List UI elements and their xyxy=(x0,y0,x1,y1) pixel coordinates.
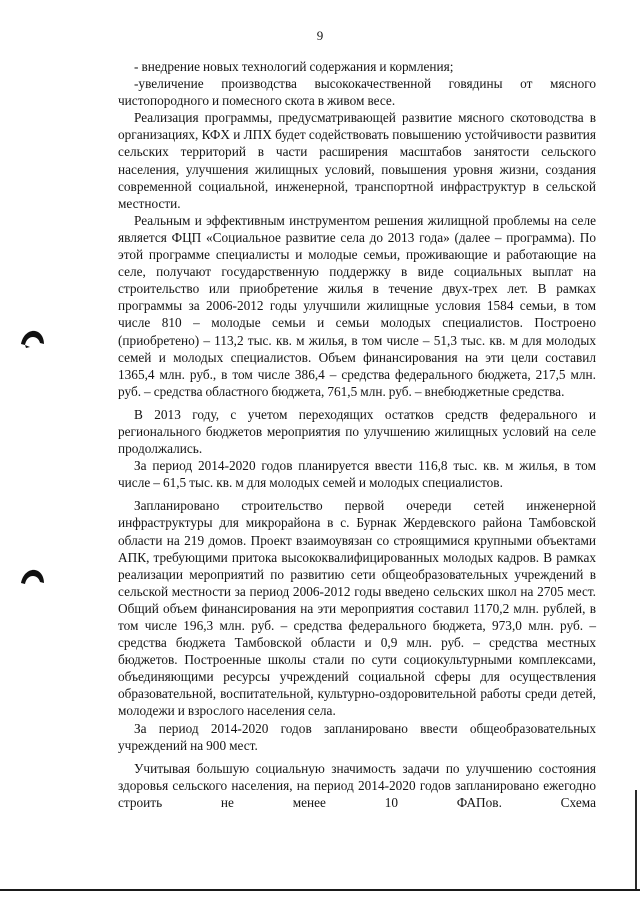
binder-hole-mark xyxy=(20,567,46,589)
paragraph-technologies: - внедрение новых технологий содержания и кормления; xyxy=(134,59,454,74)
binder-hole-mark xyxy=(20,328,46,350)
page-number: 9 xyxy=(316,28,324,43)
paragraph-beef-production: -увеличение производства высококачественной говядины от мясного чистопородного и помесного скота в живом весе. xyxy=(118,76,596,109)
paragraph-schools-plan: За период 2014-2020 годов запланировано ввести общеобразовательных учреждений на 900 мест. xyxy=(118,720,596,753)
paragraph-2013-housing: В 2013 году, с учетом переходящих остатков средств федерального и регионального бюджетов мероприятия по улучшению жилищных условий на селе продолжались. xyxy=(118,406,596,457)
paragraph-health-fap: Учитывая большую социальную значимость задачи по улучшению состояния здоровья сельского населения, на период 2014-2020 годов запланировано ежегодно строить не менее 10 ФАПов. Схема xyxy=(118,760,596,810)
scan-bottom-edge xyxy=(0,889,640,891)
scan-edge-shadow xyxy=(635,790,637,889)
paragraph-housing-plan: За период 2014-2020 годов планируется ввести 116,8 тыс. кв. м жилья, в том числе – 61,5 тыс. кв. м для молодых семей и молодых специалистов. xyxy=(118,458,596,491)
paragraph-infrastructure-schools: Запланировано строительство первой очереди сетей инженерной инфраструктуры для микрорайона в с. Бурнак Жердевского района Тамбовской области на 219 домов. Проект взаимоувязан со строящимися крупными объектами АПК, требующими притока высококвалифицированных молодых кадров. В рамках реализации мероприятий по развитию сети общеобразовательных учреждений в сельской местности за период 2006-2012 годы введено сельских школ на 2705 мест. Общий объем финансирования на эти мероприятия составил 1170,2 млн. рублей, в том числе 196,3 млн. руб. – средства федерального бюджета, 973,0 млн. руб. – средства бюджета Тамбовской области и 0,9 млн. руб. – средства местных бюджетов. Построенные школы стали по сути социокультурными комплексами, объединяющими ресурсы учреждений социальной сферы для осуществления образовательной, воспитательной, культурно-оздоровительной работы среди детей, молодежи и взрослого населения села. xyxy=(118,498,596,719)
paragraph-housing-program: Реальным и эффективным инструментом решения жилищной проблемы на селе является ФЦП «Социальное развитие села до 2013 года» (далее – программа). По этой программе специалисты и молодые семьи, проживающие и работающие на селе, получают государственную поддержку в виде социальных выплат на строительство или приобретение жилья в течение двух-трех лет. В рамках программы за 2006-2012 годы улучшили жилищные условия 1584 семьи, в том числе 810 – молодые семьи и семьи молодых специалистов. Построено (приобретено) – 113,2 тыс. кв. м жилья, в том числе – 51,3 тыс. кв. м для молодых семей и молодых специалистов. Объем финансирования на эти цели составил 1365,4 млн. руб., в том числе 386,4 – средства федерального бюджета, 217,5 млн. руб. – средства областного бюджета, 761,5 млн. руб. – внебюджетные средства. xyxy=(118,212,596,399)
document-body xyxy=(118,58,596,811)
paragraph-program-implementation: Реализация программы, предусматривающей развитие мясного скотоводства в организациях, КФХ и ЛПХ будет содействовать повышению устойчивости развития сельских территорий в части расширения масштабов занятости сельского населения, улучшения жилищных условий, повышения уровня жизни, создания современной социальной, инженерной, транспортной инфраструктур в сельской местности. xyxy=(118,110,596,211)
